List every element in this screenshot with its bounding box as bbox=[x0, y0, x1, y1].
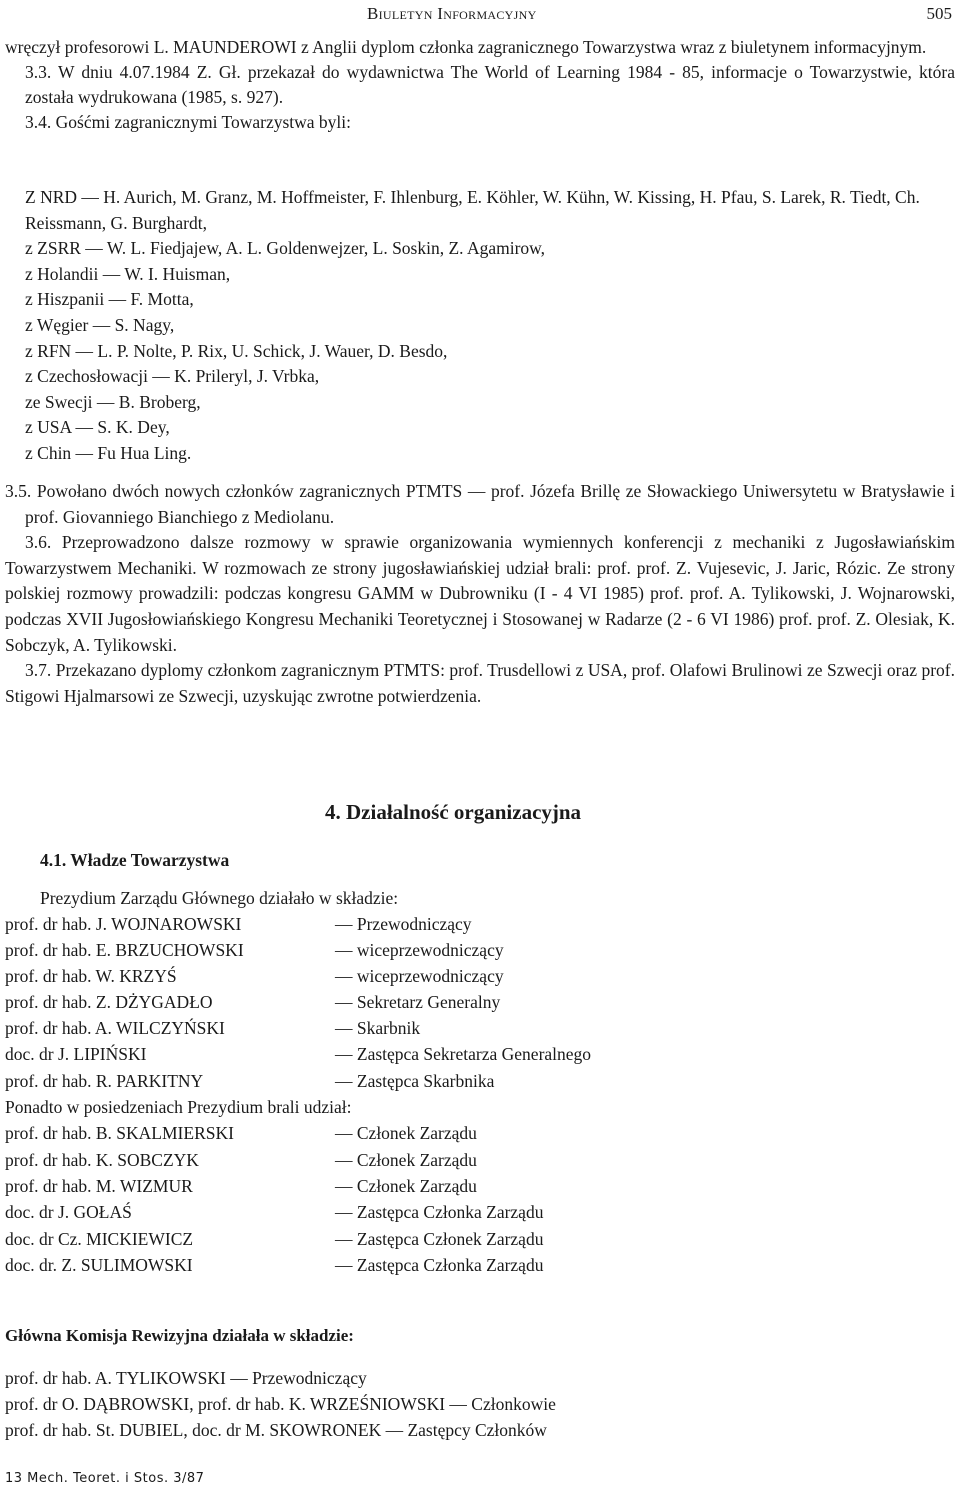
presidium-member bbox=[5, 992, 955, 1018]
member-role: — Skarbnik bbox=[335, 1018, 421, 1038]
subsection-title: 4.1. Władze Towarzystwa bbox=[40, 850, 230, 870]
komisja-line: prof. dr hab. A. TYLIKOWSKI — Przewodniczący bbox=[5, 1368, 367, 1388]
paragraph-3-3: 3.3. W dniu 4.07.1984 Z. Gł. przekazał do wydawnictwa The World of Learning 1984 - 85, informacje o Towarzystwie, która została wydrukowana (1985, s. 927). bbox=[25, 62, 955, 107]
member-name: prof. dr hab. Z. DŻYGADŁO bbox=[5, 992, 213, 1012]
paragraph-3-6: 3.6. Przeprowadzono dalsze rozmowy w sprawie organizowania wymiennych konferencji z mechaniki z Jugosławiańskim Towarzystwem Mechaniki. W rozmowach ze strony jugosławiańskiej udział brali: prof. prof. Z. Vujesevic, J. Jaric, Rózic. Ze strony polskiej rozmowy prowadzili: podczas kongresu GAMM w Dubrowniku (I - 4 VI 1985) prof. prof. A. Tylikowski, J. Wojnarowski, podczas XVII Jugosłowiańskiego Kongresu Mechaniki Teoretycznej i Stosowanej w Radarze (2 - 6 VI 1986) prof. prof. Z. Olesiak, K. Sobczyk, A. Tylikowski. bbox=[5, 532, 955, 655]
attendee-role: — Zastępca Członka Zarządu bbox=[335, 1255, 544, 1275]
attendee bbox=[5, 1176, 955, 1202]
intro-paragraphs bbox=[5, 35, 955, 135]
attendee bbox=[5, 1255, 955, 1281]
attendee-name: doc. dr Cz. MICKIEWICZ bbox=[5, 1229, 194, 1249]
presidium-member bbox=[5, 914, 955, 940]
running-header bbox=[0, 2, 960, 28]
attendee bbox=[5, 1229, 955, 1255]
member-name: prof. dr hab. A. WILCZYŃSKI bbox=[5, 1018, 225, 1038]
presidium-member bbox=[5, 1044, 955, 1070]
attendee-role: — Członek Zarządu bbox=[335, 1150, 477, 1170]
attendee-role: — Członek Zarządu bbox=[335, 1123, 477, 1143]
guest-line: z Węgier — S. Nagy, bbox=[25, 314, 175, 335]
paragraph-3-5: 3.5. Powołano dwóch nowych członków zagranicznych PTMTS — prof. Józefa Brillę ze Słowackiego Uniwersytetu w Bratysławie i prof. Giovanniego Bianchiego z Mediolanu. bbox=[5, 481, 955, 527]
member-name: prof. dr hab. E. BRZUCHOWSKI bbox=[5, 940, 244, 960]
section-title: 4. Działalność organizacyjna bbox=[325, 800, 582, 824]
member-name: prof. dr hab. W. KRZYŚ bbox=[5, 966, 177, 986]
paragraph-3-4: 3.4. Gośćmi zagranicznymi Towarzystwa byli: bbox=[25, 112, 352, 132]
attendee bbox=[5, 1150, 955, 1176]
page-number: 505 bbox=[926, 4, 952, 23]
attendee-name: prof. dr hab. B. SKALMIERSKI bbox=[5, 1123, 234, 1143]
guest-line: Z NRD — H. Aurich, M. Granz, M. Hoffmeister, F. Ihlenburg, E. Köhler, W. Kühn, W. Kissing, H. Pfau, S. Larek, R. Tiedt, Ch. Reissmann, G. Burghardt, bbox=[25, 187, 920, 233]
guest-line: z Hiszpanii — F. Motta, bbox=[25, 289, 194, 310]
member-role: — wiceprzewodniczący bbox=[335, 966, 504, 986]
attendee-role: — Zastępca Członka Zarządu bbox=[335, 1202, 544, 1222]
member-role: — Sekretarz Generalny bbox=[335, 992, 501, 1012]
guest-line: z Holandii — W. I. Huisman, bbox=[25, 263, 231, 284]
attendee-name: prof. dr hab. K. SOBCZYK bbox=[5, 1150, 199, 1170]
attendee bbox=[5, 1202, 955, 1228]
paragraphs-3-5-to-3-7 bbox=[5, 479, 955, 709]
guest-line: ze Swecji — B. Broberg, bbox=[25, 391, 201, 412]
member-name: doc. dr J. LIPIŃSKI bbox=[5, 1044, 147, 1064]
attendee-name: doc. dr. Z. SULIMOWSKI bbox=[5, 1255, 193, 1275]
member-name: prof. dr hab. R. PARKITNY bbox=[5, 1071, 204, 1091]
member-name: prof. dr hab. J. WOJNAROWSKI bbox=[5, 914, 242, 934]
page-footer: 13 Mech. Teoret. i Stos. 3/87 bbox=[5, 1471, 205, 1486]
member-role: — Przewodniczący bbox=[335, 914, 472, 934]
paragraph: wręczył profesorowi L. MAUNDEROWI z Anglii dyplom członka zagranicznego Towarzystwa wraz z biuletynem informacyjnym. bbox=[5, 37, 927, 57]
also-intro: Ponadto w posiedzeniach Prezydium brali udział: bbox=[5, 1097, 352, 1117]
attendee-name: doc. dr J. GOŁAŚ bbox=[5, 1202, 132, 1222]
presidium-member bbox=[5, 1071, 955, 1097]
komisja-line: prof. dr O. DĄBROWSKI, prof. dr hab. K. WRZEŚNIOWSKI — Członkowie bbox=[5, 1394, 556, 1414]
komisja-title: Główna Komisja Rewizyjna działała w składzie: bbox=[5, 1326, 354, 1345]
attendee bbox=[5, 1123, 955, 1149]
member-role: — wiceprzewodniczący bbox=[335, 940, 504, 960]
guest-line: z Chin — Fu Hua Ling. bbox=[25, 442, 192, 463]
presidium-member bbox=[5, 966, 955, 992]
presidium-member bbox=[5, 940, 955, 966]
member-role: — Zastępca Skarbnika bbox=[335, 1071, 495, 1091]
journal-title: Biuletyn Informacyjny bbox=[367, 4, 537, 23]
komisja-line: prof. dr hab. St. DUBIEL, doc. dr M. SKOWRONEK — Zastępcy Członków bbox=[5, 1420, 547, 1440]
member-role: — Zastępca Sekretarza Generalnego bbox=[335, 1044, 592, 1064]
attendee-role: — Zastępca Członek Zarządu bbox=[335, 1229, 544, 1249]
guest-line: z USA — S. K. Dey, bbox=[25, 417, 170, 438]
guest-line: z Czechosłowacji — K. Prileryl, J. Vrbka, bbox=[25, 366, 320, 387]
guest-line: z RFN — L. P. Nolte, P. Rix, U. Schick, J. Wauer, D. Besdo, bbox=[25, 340, 448, 361]
guest-list bbox=[5, 185, 955, 467]
paragraph-3-7: 3.7. Przekazano dyplomy członkom zagranicznym PTMTS: prof. Trusdellowi z USA, prof. Olafowi Brulinowi ze Szwecji oraz prof. Stigowi Hjalmarsowi ze Szwecji, uzyskując zwrotne potwierdzenia. bbox=[5, 660, 955, 706]
presidium-member bbox=[5, 1018, 955, 1044]
guest-line: z ZSRR — W. L. Fiedjajew, A. L. Goldenwejzer, L. Soskin, Z. Agamirow, bbox=[25, 238, 546, 259]
attendee-role: — Członek Zarządu bbox=[335, 1176, 477, 1196]
presidium-intro: Prezydium Zarządu Głównego działało w składzie: bbox=[40, 888, 399, 908]
attendee-name: prof. dr hab. M. WIZMUR bbox=[5, 1176, 193, 1196]
